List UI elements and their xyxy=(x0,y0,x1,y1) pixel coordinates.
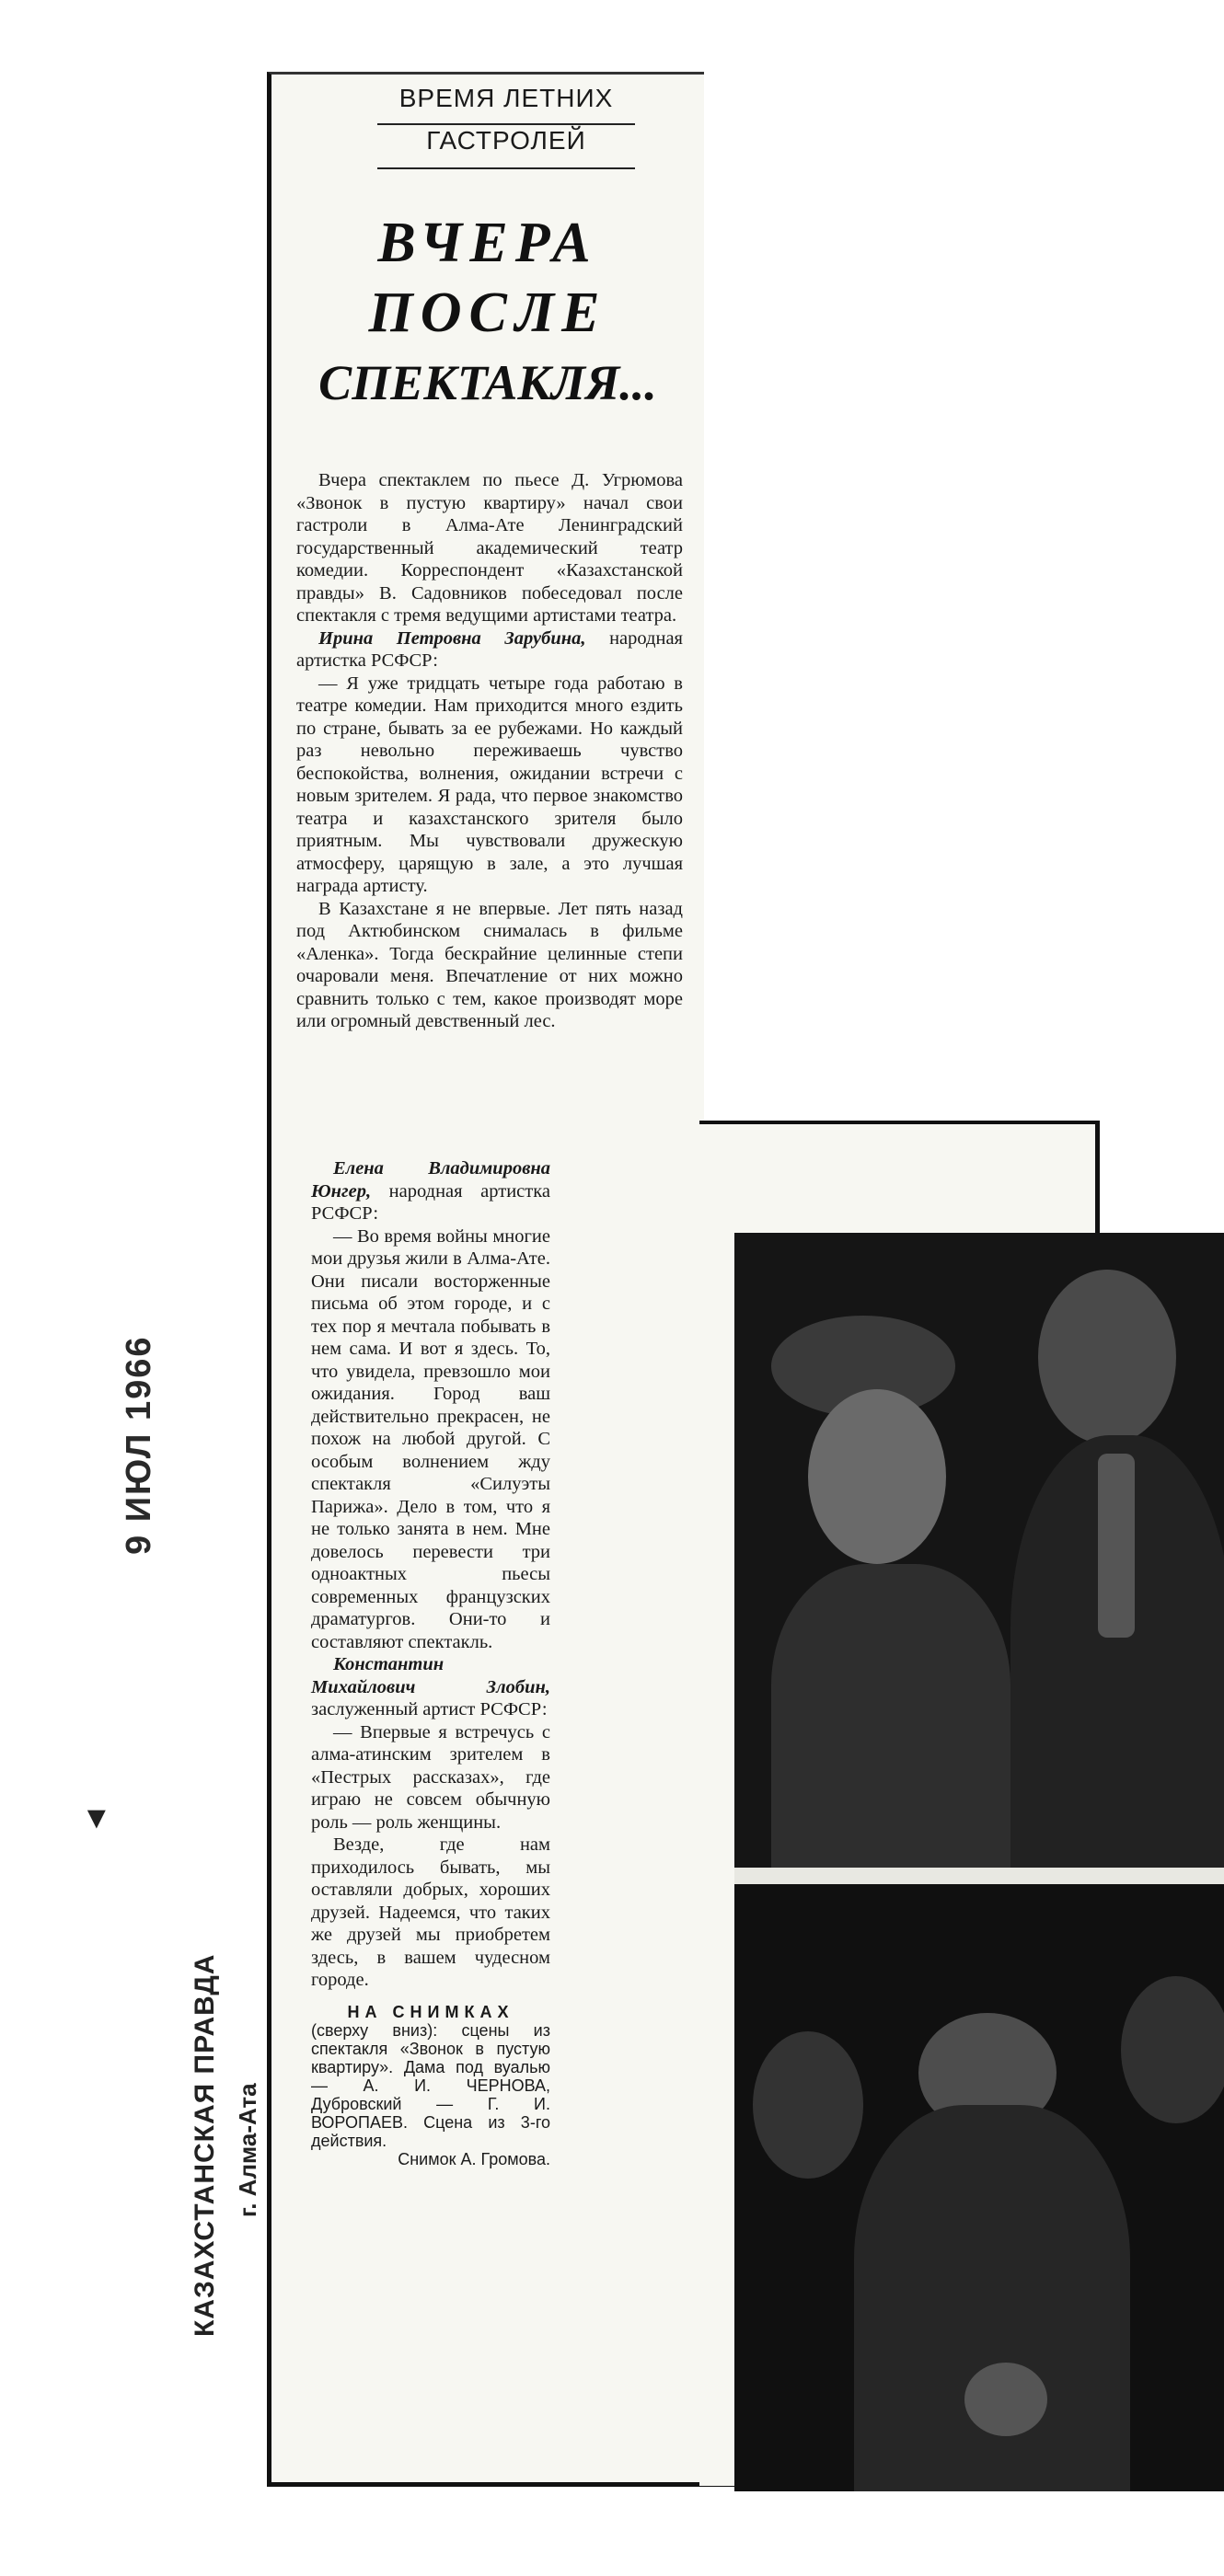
speaker-3-paragraph-2: Везде, где нам приходилось бывать, мы оставляли добрых, хороших друзей. Надеемся, что таких же друзей мы приобретем здесь, в вашем чудесном городе. xyxy=(311,1834,550,1990)
speaker-2-name: Елена Владимировна Юнгер, xyxy=(311,1158,550,1202)
date-stamp: 9 ИЮЛ 1966 xyxy=(120,1335,158,1555)
newspaper-clipping xyxy=(267,72,1095,2482)
speaker-1-paragraph-1: — Я уже тридцать четыре года работаю в театре комедии. Нам приходится много ездить по стране, бывать за ее рубежами. Но каждый раз невольно переживаешь чувство беспокойства, волнения, ожидании встречи с новым зрителем. Я рада, что первое знакомство театра и казахстанского зрителя было приятным. Мы чувствовали дружескую атмосферу, царящую в зале, а это лучшая награда артисту. xyxy=(296,673,683,896)
rubric-rule-top xyxy=(377,123,635,125)
speaker-3-name: Константин Михайлович Злобин, xyxy=(311,1654,550,1697)
speaker-2-paragraph-1: — Во время войны многие мои друзья жили в Алма-Ате. Они писали восторженные письма об этом городе, и с тех пор я мечтала побывать в нем сама. И вот я здесь. То, что увидела, превзошло мои ожидания. Город ваш действительно прекрасен, не похож на любой другой. С особым волнением жду спектакля «Силуэты Парижа». Дело в том, что я не только занята в нем. Мне довелось перевести три одноактных пьесы современных французских драматургов. Они-то и составляют спектакль. xyxy=(311,1225,550,1652)
photo-scene-2 xyxy=(734,1884,1224,2491)
article-body-upper xyxy=(296,469,683,1033)
rubric xyxy=(331,77,681,162)
photo-credit: Снимок А. Громова. xyxy=(398,2149,550,2168)
speaker-3-header xyxy=(311,1653,550,1721)
photo-frame xyxy=(699,1121,1100,2486)
photo-scene-1 xyxy=(734,1233,1224,1868)
caption-text: (сверху вниз): сцены из спектакля «Звонок в пустую квартиру». Дама под вуалью — А. И. ЧЕРНОВА, Дубровский — Г. И. ВОРОПАЕВ. Сцена из 3-го действия. xyxy=(311,2020,550,2150)
rubric-line-1: ВРЕМЯ ЛЕТНИХ xyxy=(398,84,614,112)
rubric-rule-bottom xyxy=(377,167,635,169)
caption-title: НА СНИМКАХ xyxy=(347,2002,514,2021)
speaker-1-paragraph-2: В Казахстане я не впервые. Лет пять назад под Актюбинском снималась в фильме «Аленка». Тогда бескрайние целинные степи очаровали меня. Впечатление от них можно сравнить только с тем, какое производят море или огромный девственный лес. xyxy=(296,898,683,1031)
stamp-arrow-icon: ▼ xyxy=(81,1801,112,1835)
speaker-1-title: народная артистка РСФСР: xyxy=(296,627,683,671)
photo-caption xyxy=(311,2003,550,2168)
speaker-2-header xyxy=(311,1157,550,1225)
article-body-lower xyxy=(311,1157,550,2168)
speaker-3-title: заслуженный артист РСФСР: xyxy=(311,1699,548,1719)
speaker-2-title: народная артистка РСФСР: xyxy=(311,1180,550,1224)
photo-divider xyxy=(734,1868,1224,1884)
headline-line-1: ВЧЕРА xyxy=(377,212,598,274)
speaker-1-name: Ирина Петровна Зарубина, xyxy=(318,627,586,649)
intro-paragraph: Вчера спектаклем по пьесе Д. Угрюмова «Звонок в пустую квартиру» начал свои гастроли в Алма-Ате Ленинградский государственный академический театр комедии. Корреспондент «Казахстанской правды» В. Садовников побеседовал после спектакля с тремя ведущими артистами театра. xyxy=(296,470,683,626)
speaker-1-header xyxy=(296,627,683,673)
speaker-3-paragraph-1: — Впервые я встречусь с алма-атинским зрителем в «Пестрых рассказах», где играю не совсем обычную роль — роль женщины. xyxy=(311,1721,550,1833)
headline-line-3: СПЕКТАКЛЯ... xyxy=(318,355,657,410)
newspaper-city: г. Алма-Ата xyxy=(234,2083,261,2217)
rubric-line-2: ГАСТРОЛЕЙ xyxy=(426,126,586,155)
newspaper-name: КАЗАХСТАНСКАЯ ПРАВДА xyxy=(190,1953,220,2337)
headline xyxy=(285,208,690,418)
headline-line-2: ПОСЛЕ xyxy=(368,282,607,344)
